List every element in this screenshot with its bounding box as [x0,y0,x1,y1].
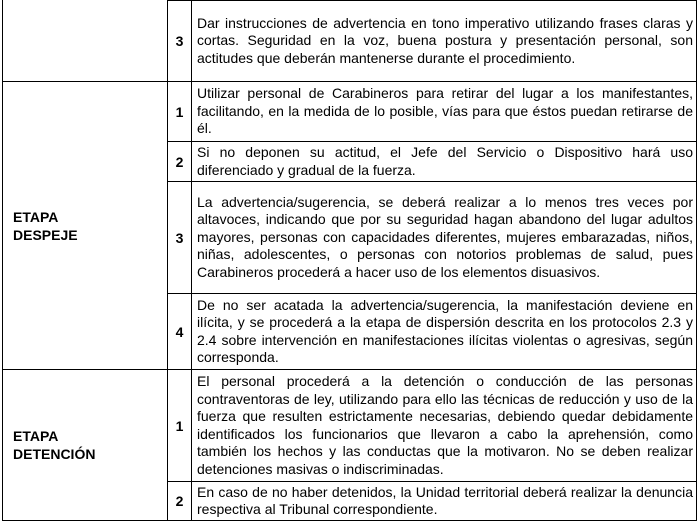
step-text: El personal procederá a la detención o conducción de las personas contraventoras de ley, utilizando para ello las técnicas de reducción y uso de la fuerza que resulten estrictamente necesarias, debiendo quedar debidamente identificados los funcionarios que llevaron a cabo la aprehensión, como también los hechos y las conductas que la motivaron. No se deben realizar detenciones masivas o indiscriminadas. [192,370,697,482]
step-number: 4 [168,294,192,370]
step-number: 2 [168,482,192,521]
protocol-table [2,0,697,521]
table-row [3,82,697,142]
step-number: 2 [168,142,192,182]
step-text: Dar instrucciones de advertencia en tono imperativo utilizando frases claras y cortas. Seguridad en la voz, buena postura y presentación personal, son actitudes que deberán mantenerse durante el procedimiento. [192,1,697,82]
step-text: La advertencia/sugerencia, se deberá realizar a lo menos tres veces por altavoces, indicando que por su seguridad hagan abandono del lugar adultos mayores, personas con capacidades diferentes, mujeres embarazadas, niños, niñas, adolescentes, o personas con notorios problemas de salud, pues Carabineros procederá a hacer uso de los elementos disuasivos. [192,182,697,294]
stage-cell [3,0,168,82]
step-number: 3 [168,182,192,294]
stage-cell [3,370,168,521]
step-number: 1 [168,82,192,142]
step-number: 1 [168,370,192,482]
step-number: 3 [168,1,192,82]
stage-cell [3,82,168,370]
step-text: Si no deponen su actitud, el Jefe del Servicio o Dispositivo hará uso diferenciado y gradual de la fuerza. [192,142,697,182]
stage-label: ETAPA DETENCIÓN [13,428,96,462]
stage-label: ETAPA DESPEJE [13,208,78,243]
step-text: De no ser acatada la advertencia/sugerencia, la manifestación deviene en ilícita, y se procederá a la etapa de dispersión descrita en los protocolos 2.3 y 2.4 sobre intervención en manifestaciones ilícitas violentas o agresivas, según corresponda. [192,294,697,370]
table-row [3,370,697,482]
step-text: En caso de no haber detenidos, la Unidad territorial deberá realizar la denuncia respectiva al Tribunal correspondiente. [192,482,697,521]
step-text: Utilizar personal de Carabineros para retirar del lugar a los manifestantes, facilitando, en la medida de lo posible, vías para que éstos puedan retirarse de él. [192,82,697,142]
